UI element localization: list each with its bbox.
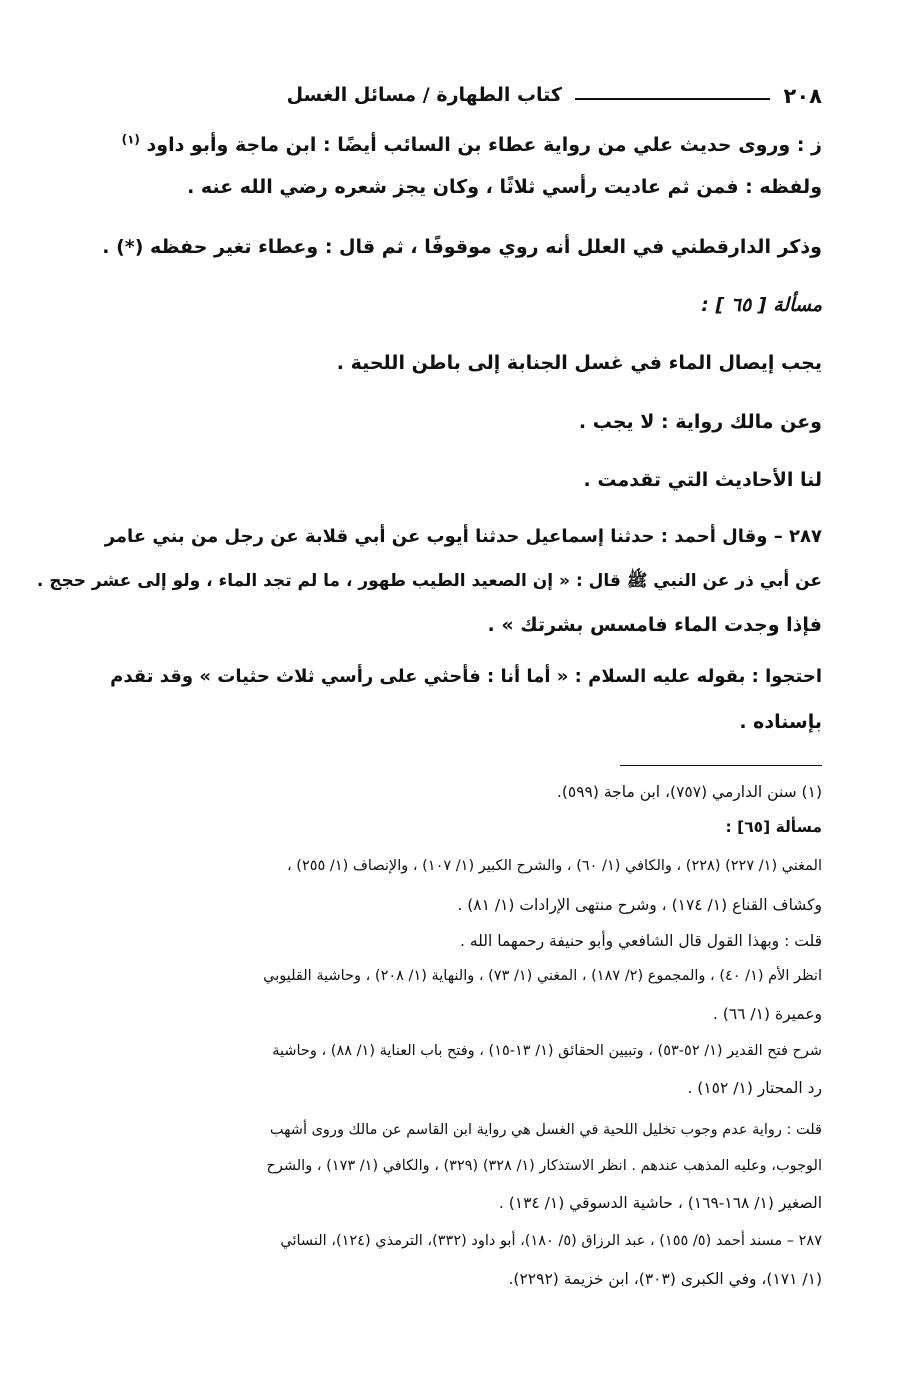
footnote-line: رد المحتار (١/ ١٥٢) .: [687, 1079, 822, 1097]
hadith-287-line-1: ٢٨٧ – وقال أحمد : حدثنا إسماعيل حدثنا أيوب عن أبي قلابة عن رجل من بني عامر: [104, 526, 822, 547]
masala-heading: مسألة [ ٦٥ ] :: [701, 294, 822, 316]
footnote-line: الوجوب، وعليه المذهب عندهم . انظر الاستذكار (١/ ٣٢٨) (٣٢٩) ، والكافي (١/ ١٧٣) ، والشرح: [266, 1158, 822, 1174]
running-title: كتاب الطهارة / مسائل الغسل: [286, 84, 562, 106]
footnote-line: مسألة [٦٥] :: [725, 818, 822, 836]
footnote-ref: (١): [121, 132, 140, 147]
paragraph-3: يجب إيصال الماء في غسل الجنابة إلى باطن اللحية .: [336, 352, 822, 374]
footnote-line: المغني (١/ ٢٢٧) (٢٢٨) ، والكافي (١/ ٦٠) ، والشرح الكبير (١/ ١٠٧) ، والإنصاف (١/ ٢٥٥) ،: [286, 858, 822, 874]
section-marker: ز :: [796, 134, 822, 156]
paragraph-5: لنا الأحاديث التي تقدمت .: [583, 469, 822, 491]
page-number: ٢٠٨: [783, 84, 822, 108]
footnote-line: الصغير (١/ ١٦٨-١٦٩) ، حاشية الدسوقي (١/ ١٣٤) .: [498, 1194, 822, 1212]
footnote-line: شرح فتح القدير (١/ ٥٢-٥٣) ، وتبيين الحقائق (١/ ١٣-١٥) ، وفتح باب العناية (١/ ٨٨) ، وحاشية: [272, 1043, 822, 1059]
paragraph-7-line-2: بإسناده .: [739, 711, 822, 733]
hadith-287-line-3: فإذا وجدت الماء فامسس بشرتك » .: [487, 614, 822, 636]
paragraph-7-line-1: احتجوا : بقوله عليه السلام : « أما أنا : فأحثي على رأسي ثلاث حثيات » وقد تقدم: [110, 666, 822, 687]
footnote-line: قلت : رواية عدم وجوب تخليل اللحية في الغسل هي رواية ابن القاسم عن مالك وروى أشهب: [269, 1122, 822, 1138]
footnote-line: (١) سنن الدارمي (٧٥٧)، ابن ماجة (٥٩٩).: [556, 783, 822, 801]
footnote-line: وكشاف القناع (١/ ١٧٤) ، وشرح منتهى الإرادات (١/ ٨١) .: [457, 896, 822, 914]
footnote-line: ٢٨٧ – مسند أحمد (٥/ ١٥٥) ، عبد الرزاق (٥/ ١٨٠)، أبو داود (٣٣٢)، الترمذي (١٢٤)، النسائي: [280, 1233, 822, 1249]
footnote-line: (١/ ١٧١)، وفي الكبرى (٣٠٣)، ابن خزيمة (٢٢٩٢).: [508, 1270, 822, 1288]
main-text: [36, 0, 822, 760]
footnote-line: انظر الأم (١/ ٤٠) ، والمجموع (٢/ ١٨٧) ، المغني (١/ ٧٣) ، والنهاية (١/ ٢٠٨) ، وحاشية القليوبي: [263, 968, 822, 984]
footnote-line: وعميرة (١/ ٦٦) .: [712, 1005, 822, 1023]
paragraph-4: وعن مالك رواية : لا يجب .: [578, 411, 822, 433]
paragraph-1-line-2: ولفظه : فمن ثم عاديت رأسي ثلاثًا ، وكان يجز شعره رضي الله عنه .: [187, 176, 822, 198]
footnote-line: قلت : وبهذا القول قال الشافعي وأبو حنيفة رحمهما الله .: [459, 932, 822, 950]
paragraph-1-line-1: ز : وروى حديث علي من رواية عطاء بن السائب أيضًا : ابن ماجة وأبو داود $^{(١)}$: [121, 132, 822, 156]
paragraph-2: وذكر الدارقطني في العلل أنه روي موقوفًا ، ثم قال : وعطاء تغير حفظه (*) .: [102, 236, 822, 258]
hadith-287-line-2: عن أبي ذر عن النبي ﷺ قال : « إن الصعيد الطيب طهور ، ما لم تجد الماء ، ولو إلى عشر حجج .: [36, 571, 822, 591]
footnote-separator: [620, 765, 822, 766]
